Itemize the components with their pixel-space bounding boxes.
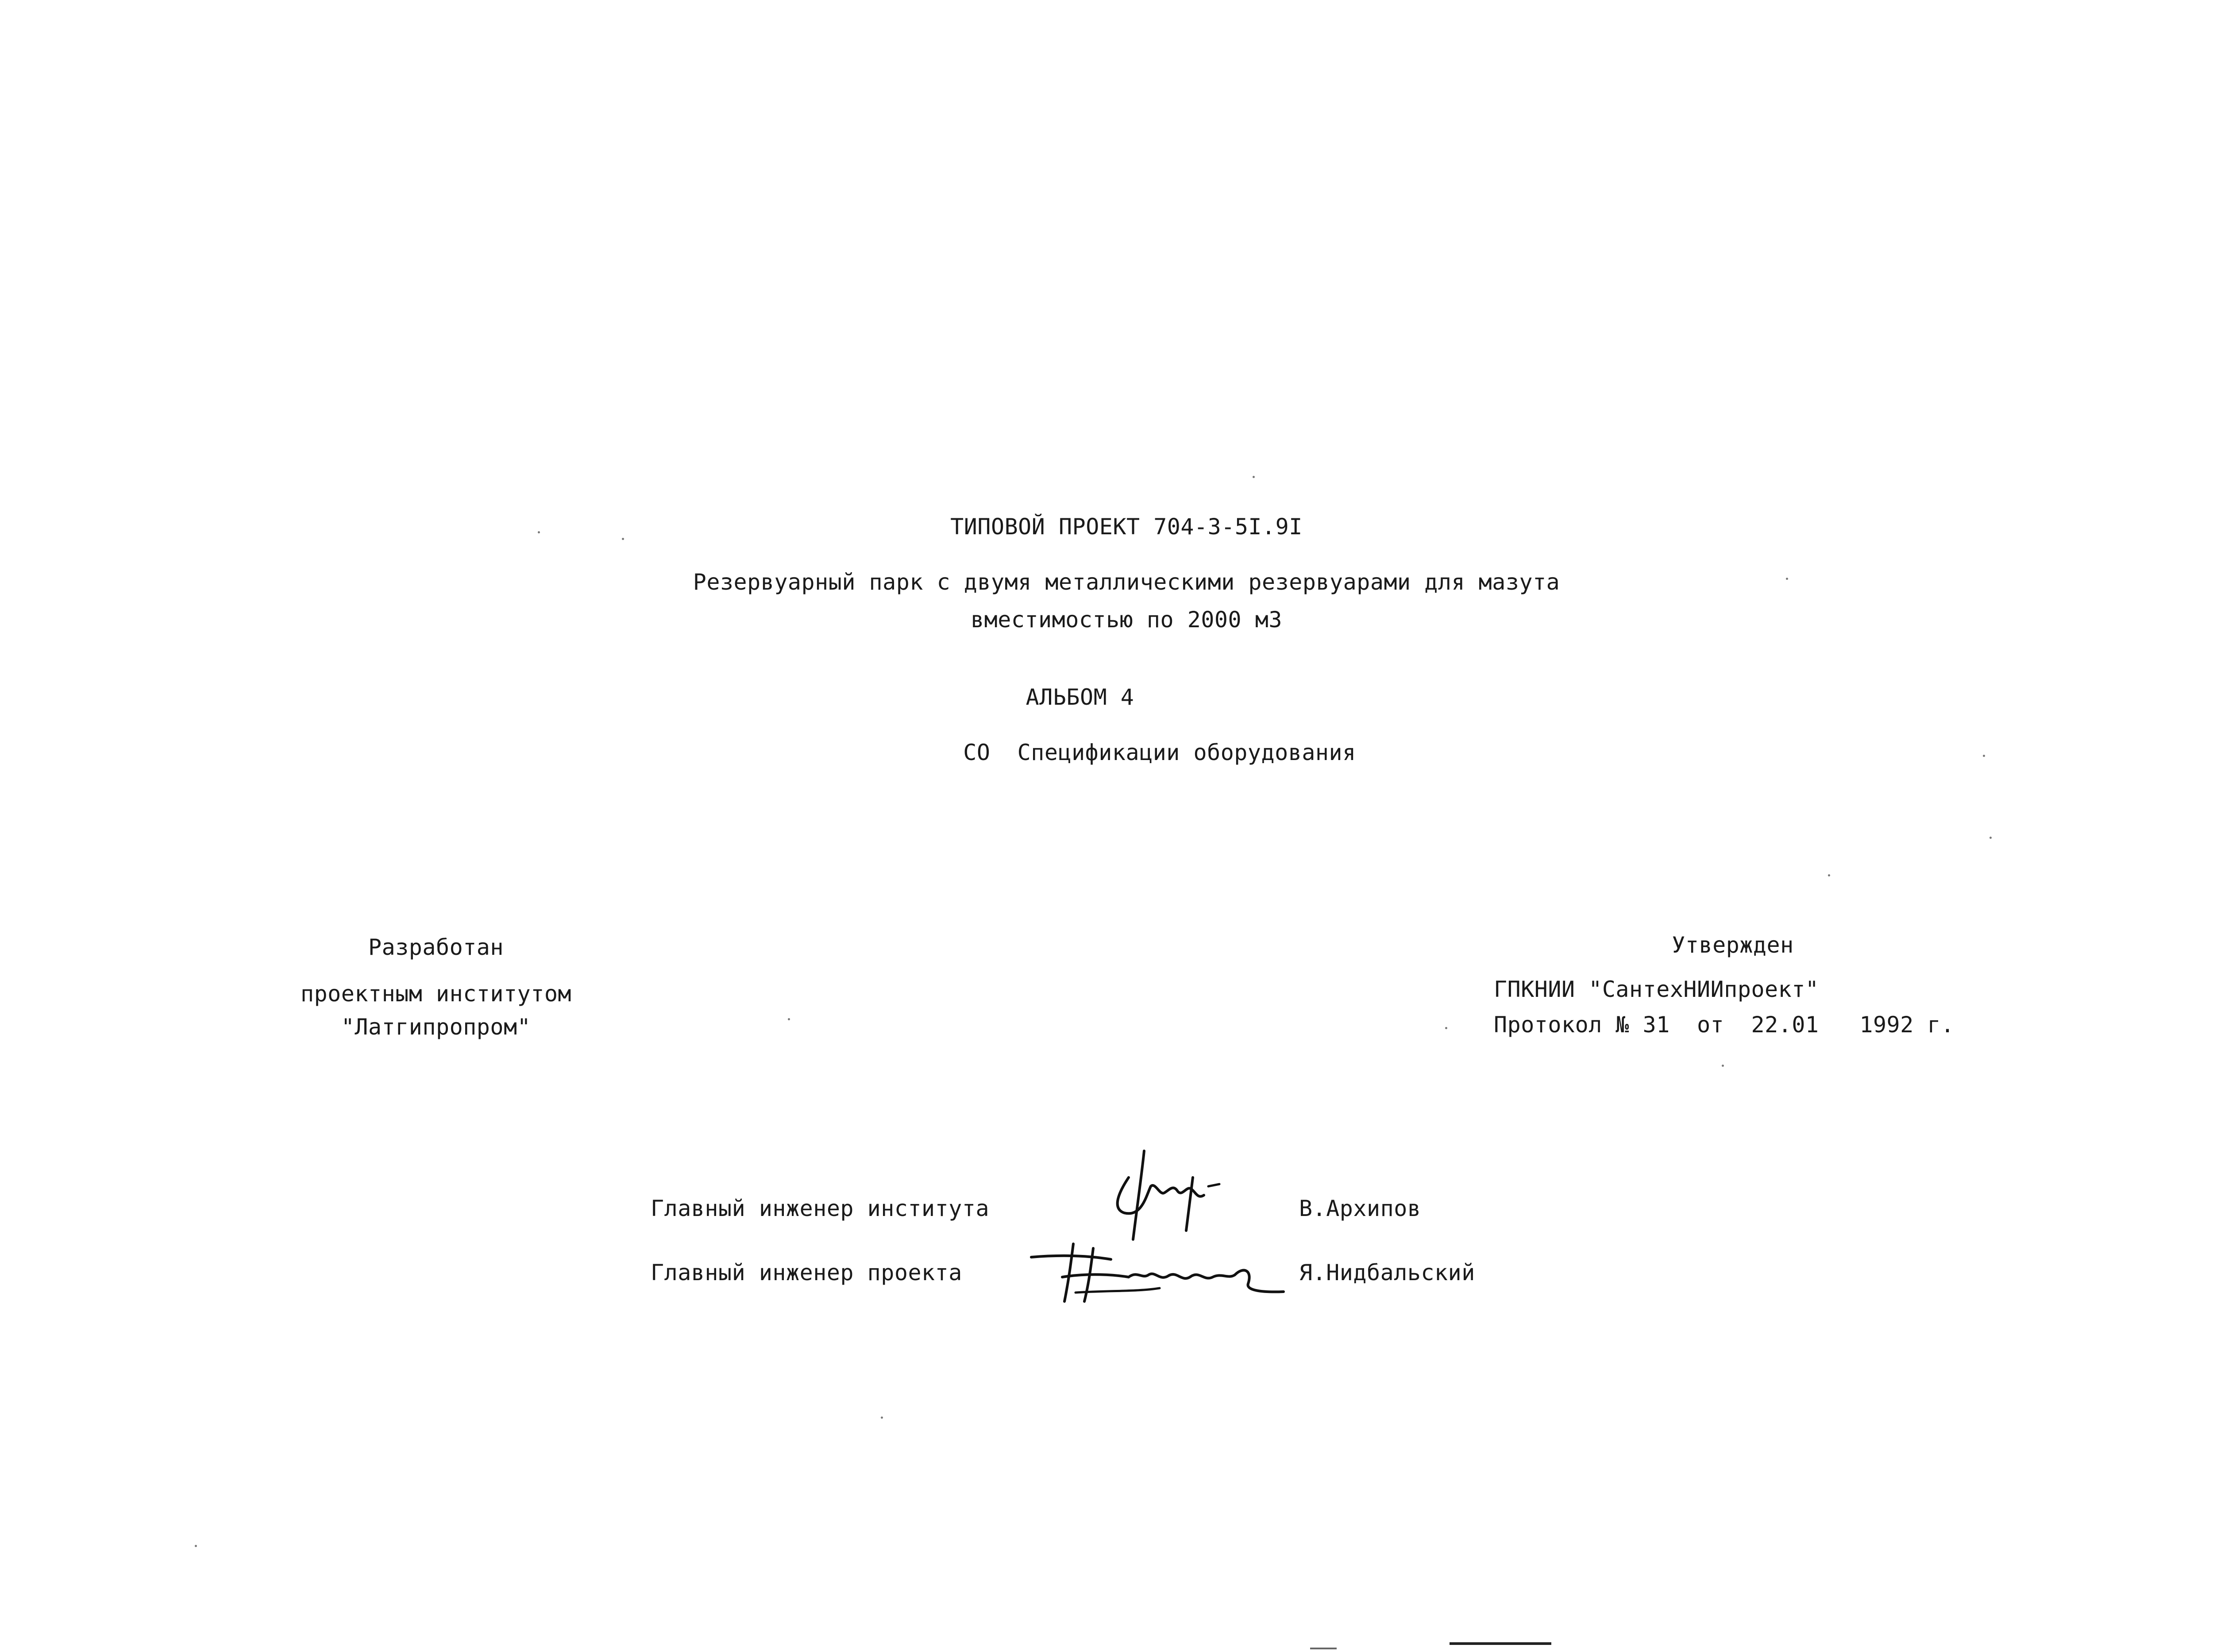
signature-name-institute: В.Архипов — [1299, 1196, 1421, 1221]
approval-label: Утвержден — [1672, 932, 1794, 958]
date-prefix: от — [1697, 1012, 1724, 1038]
developer-line2: "Латгипропром" — [341, 1014, 531, 1040]
scan-speck — [788, 1018, 790, 1020]
scan-speck — [622, 538, 624, 540]
project-description-line2: вместимостью по 2000 м3 — [971, 607, 1282, 633]
scan-speck — [1445, 1027, 1447, 1029]
signature-role-project: Главный инженер проекта — [651, 1260, 962, 1285]
scan-speck — [1722, 1065, 1724, 1067]
handwritten-signature-institute — [1102, 1142, 1235, 1244]
scan-speck — [195, 1545, 197, 1547]
signature-name-project: Я.Нидбальский — [1299, 1260, 1475, 1285]
scan-speck — [881, 1417, 883, 1419]
album-number: АЛЬБОМ 4 — [1026, 684, 1134, 710]
developer-line1: проектным институтом — [300, 981, 572, 1007]
scan-speck — [1983, 755, 1985, 757]
scan-speck — [538, 531, 540, 533]
scan-edge-mark — [1450, 1642, 1551, 1645]
project-description-line1: Резервуарный парк с двумя металлическими резервуарами для мазута — [693, 569, 1560, 595]
developer-label: Разработан — [368, 934, 504, 960]
handwritten-signature-project — [1022, 1235, 1288, 1315]
section-title: СО Спецификации оборудования — [963, 740, 1356, 765]
scan-speck — [1828, 874, 1830, 876]
approval-org: ГПКНИИ "СантехНИИпроект" — [1494, 977, 1819, 1002]
scan-speck — [1786, 578, 1788, 580]
scan-speck — [1253, 476, 1255, 478]
signature-role-institute: Главный инженер института — [651, 1196, 990, 1221]
scan-speck — [1989, 837, 1992, 839]
protocol-year: 1992 г. — [1859, 1012, 1955, 1038]
approval-protocol — [1494, 1011, 1955, 1038]
protocol-date: 22.01 — [1751, 1012, 1819, 1038]
project-title: ТИПОВОЙ ПРОЕКТ 704-3-5I.9I — [950, 514, 1303, 540]
scan-edge-mark — [1310, 1648, 1337, 1649]
protocol-label: Протокол № — [1494, 1012, 1630, 1038]
protocol-number: 31 — [1642, 1012, 1670, 1038]
